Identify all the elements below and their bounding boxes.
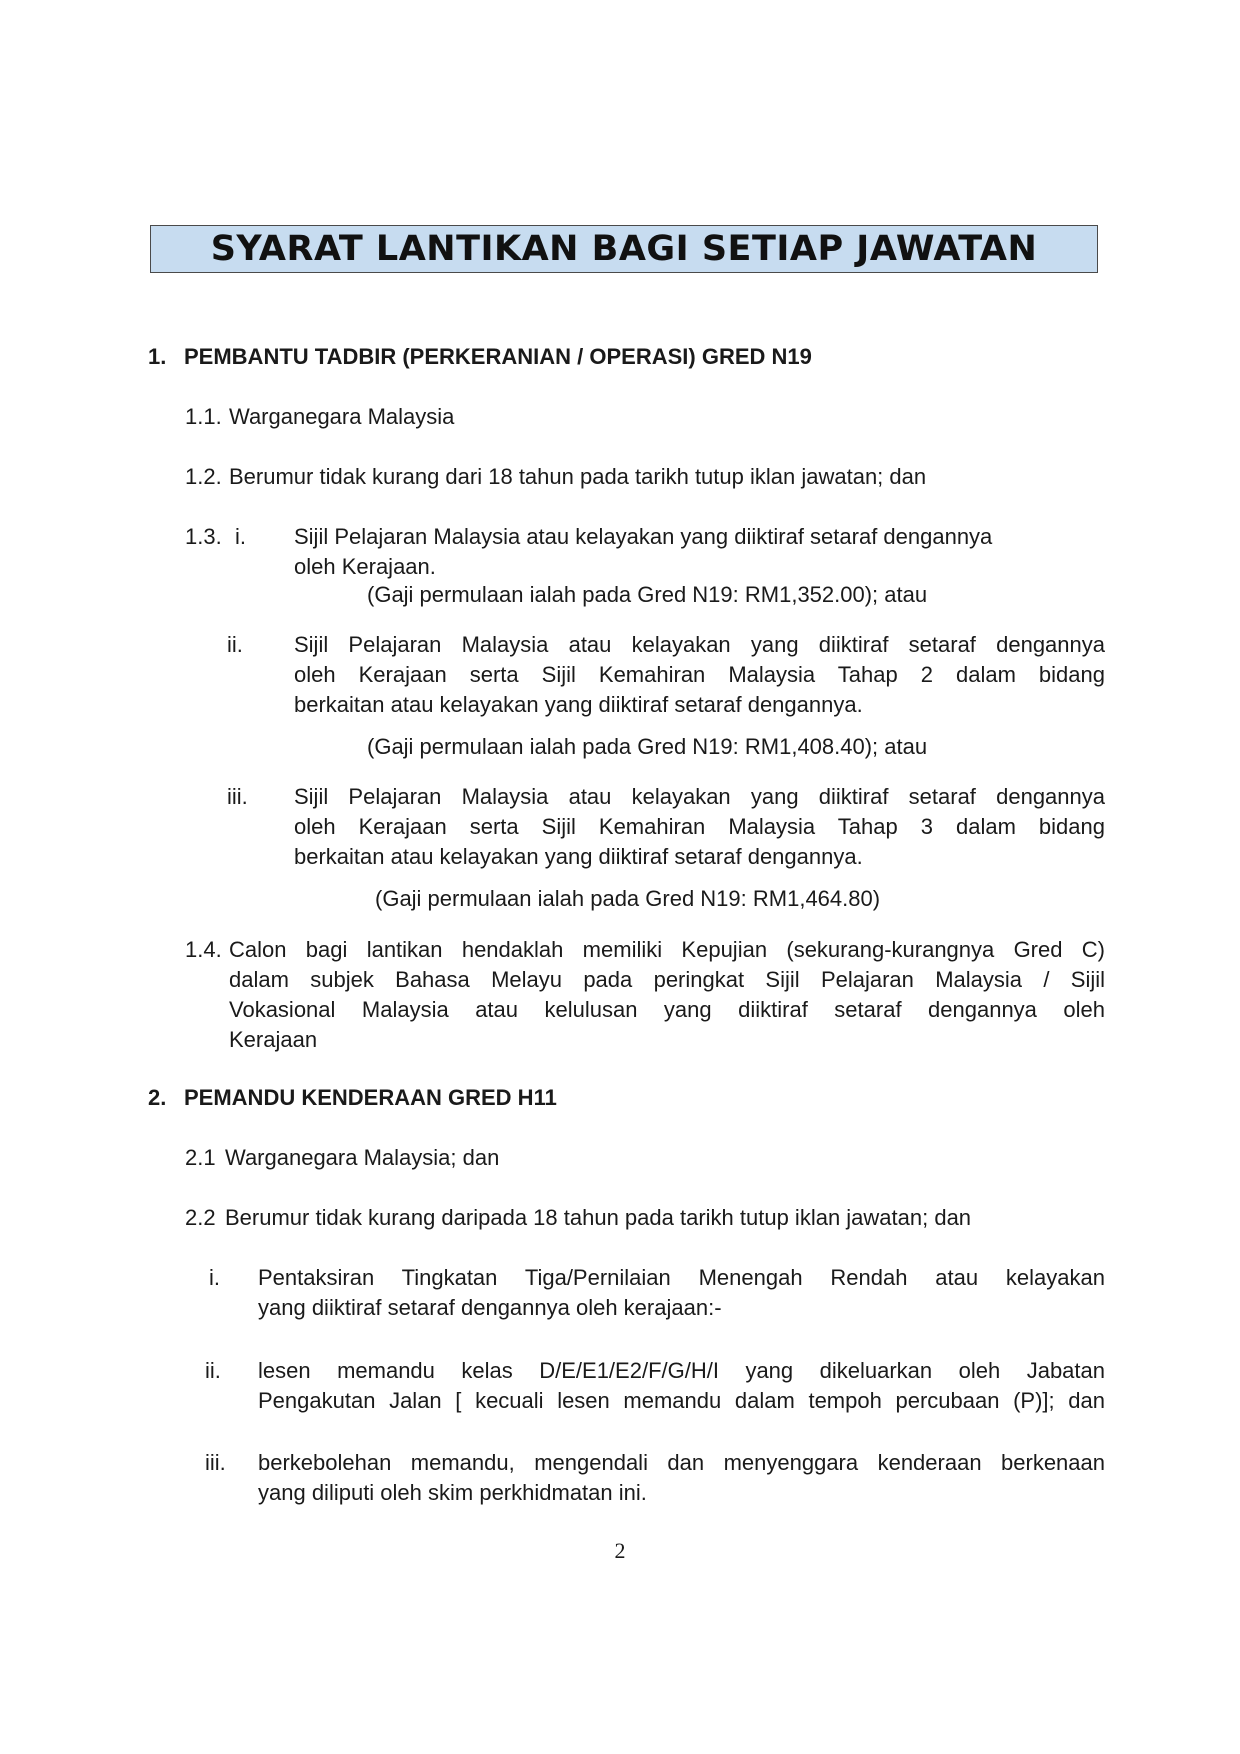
sub-line: oleh Kerajaan serta Sijil Kemahiran Malaysia Tahap 3 dalam bidang <box>294 814 1105 839</box>
sub-line: oleh Kerajaan. <box>294 554 436 579</box>
section-2-heading <box>148 1085 557 1111</box>
sub-marker: i. <box>209 1265 220 1290</box>
section-1-heading <box>148 344 812 370</box>
section-number: 2. <box>148 1085 167 1110</box>
item-text: Warganegara Malaysia <box>229 404 455 429</box>
sub-line: lesen memandu kelas D/E/E1/E2/F/G/H/I yang dikeluarkan oleh Jabatan <box>258 1358 1105 1383</box>
item-2-1 <box>185 1143 1105 1173</box>
item-line: Calon bagi lantikan hendaklah memiliki Kepujian (sekurang-kurangnya Gred C) <box>229 937 1105 962</box>
item-text: Berumur tidak kurang daripada 18 tahun pada tarikh tutup iklan jawatan; dan <box>225 1205 972 1230</box>
page-number: 2 <box>614 1538 626 1563</box>
item-2-sub-iii <box>205 1448 1105 1508</box>
item-line: dalam subjek Bahasa Melayu pada peringkat Sijil Pelajaran Malaysia / Sijil <box>229 967 1105 992</box>
page-title: SYARAT LANTIKAN BAGI SETIAP JAWATAN <box>210 229 1038 269</box>
section-title: PEMANDU KENDERAAN GRED H11 <box>184 1085 557 1110</box>
salary-note: (Gaji permulaan ialah pada Gred N19: RM1,464.80) <box>375 886 881 911</box>
sub-marker: iii. <box>205 1450 226 1475</box>
title-banner <box>150 225 1098 273</box>
sub-line: berkebolehan memandu, mengendali dan menyenggara kenderaan berkenaan <box>258 1450 1105 1475</box>
item-number: 1.3. <box>185 524 222 549</box>
sub-line: oleh Kerajaan serta Sijil Kemahiran Malaysia Tahap 2 dalam bidang <box>294 662 1105 687</box>
item-1-2 <box>185 462 1105 492</box>
item-line: Vokasional Malaysia atau kelulusan yang diiktiraf setaraf dengannya oleh <box>229 997 1105 1022</box>
sub-line: Sijil Pelajaran Malaysia atau kelayakan yang diiktiraf setaraf dengannya <box>294 524 993 549</box>
sub-line: Sijil Pelajaran Malaysia atau kelayakan yang diiktiraf setaraf dengannya <box>294 632 1105 657</box>
item-2-sub-ii <box>205 1356 1105 1416</box>
item-2-2 <box>185 1203 1105 1233</box>
item-1-3-ii <box>185 630 1105 720</box>
sub-line: Pengakutan Jalan [ kecuali lesen memandu dalam tempoh percubaan (P)]; dan <box>258 1388 1105 1413</box>
sub-marker: ii. <box>205 1358 221 1383</box>
item-text: Berumur tidak kurang dari 18 tahun pada tarikh tutup iklan jawatan; dan <box>229 464 927 489</box>
item-text: Warganegara Malaysia; dan <box>225 1145 500 1170</box>
sub-line: berkaitan atau kelayakan yang diiktiraf setaraf dengannya. <box>294 692 863 717</box>
item-1-4 <box>185 935 1105 1055</box>
sub-line: Pentaksiran Tingkatan Tiga/Pernilaian Menengah Rendah atau kelayakan <box>258 1265 1105 1290</box>
sub-marker: i. <box>235 524 246 549</box>
sub-line: Sijil Pelajaran Malaysia atau kelayakan yang diiktiraf setaraf dengannya <box>294 784 1105 809</box>
salary-note: (Gaji permulaan ialah pada Gred N19: RM1,352.00); atau <box>367 582 928 607</box>
section-number: 1. <box>148 344 167 369</box>
salary-note: (Gaji permulaan ialah pada Gred N19: RM1,408.40); atau <box>367 734 928 759</box>
item-number: 2.2 <box>185 1205 216 1230</box>
sub-marker: ii. <box>227 632 243 657</box>
item-number: 1.4. <box>185 937 222 962</box>
item-line: Kerajaan <box>229 1027 318 1052</box>
item-number: 1.2. <box>185 464 222 489</box>
item-1-3-iii <box>185 782 1105 872</box>
sub-line: yang diliputi oleh skim perkhidmatan ini. <box>258 1480 647 1505</box>
sub-marker: iii. <box>227 784 248 809</box>
item-number: 2.1 <box>185 1145 216 1170</box>
sub-line: berkaitan atau kelayakan yang diiktiraf setaraf dengannya. <box>294 844 863 869</box>
item-1-1 <box>185 402 1105 432</box>
item-1-3 <box>185 522 1105 582</box>
sub-line: yang diiktiraf setaraf dengannya oleh kerajaan:- <box>258 1295 722 1320</box>
section-title: PEMBANTU TADBIR (PERKERANIAN / OPERASI) GRED N19 <box>184 344 812 369</box>
item-number: 1.1. <box>185 404 222 429</box>
item-2-sub-i <box>205 1263 1105 1323</box>
